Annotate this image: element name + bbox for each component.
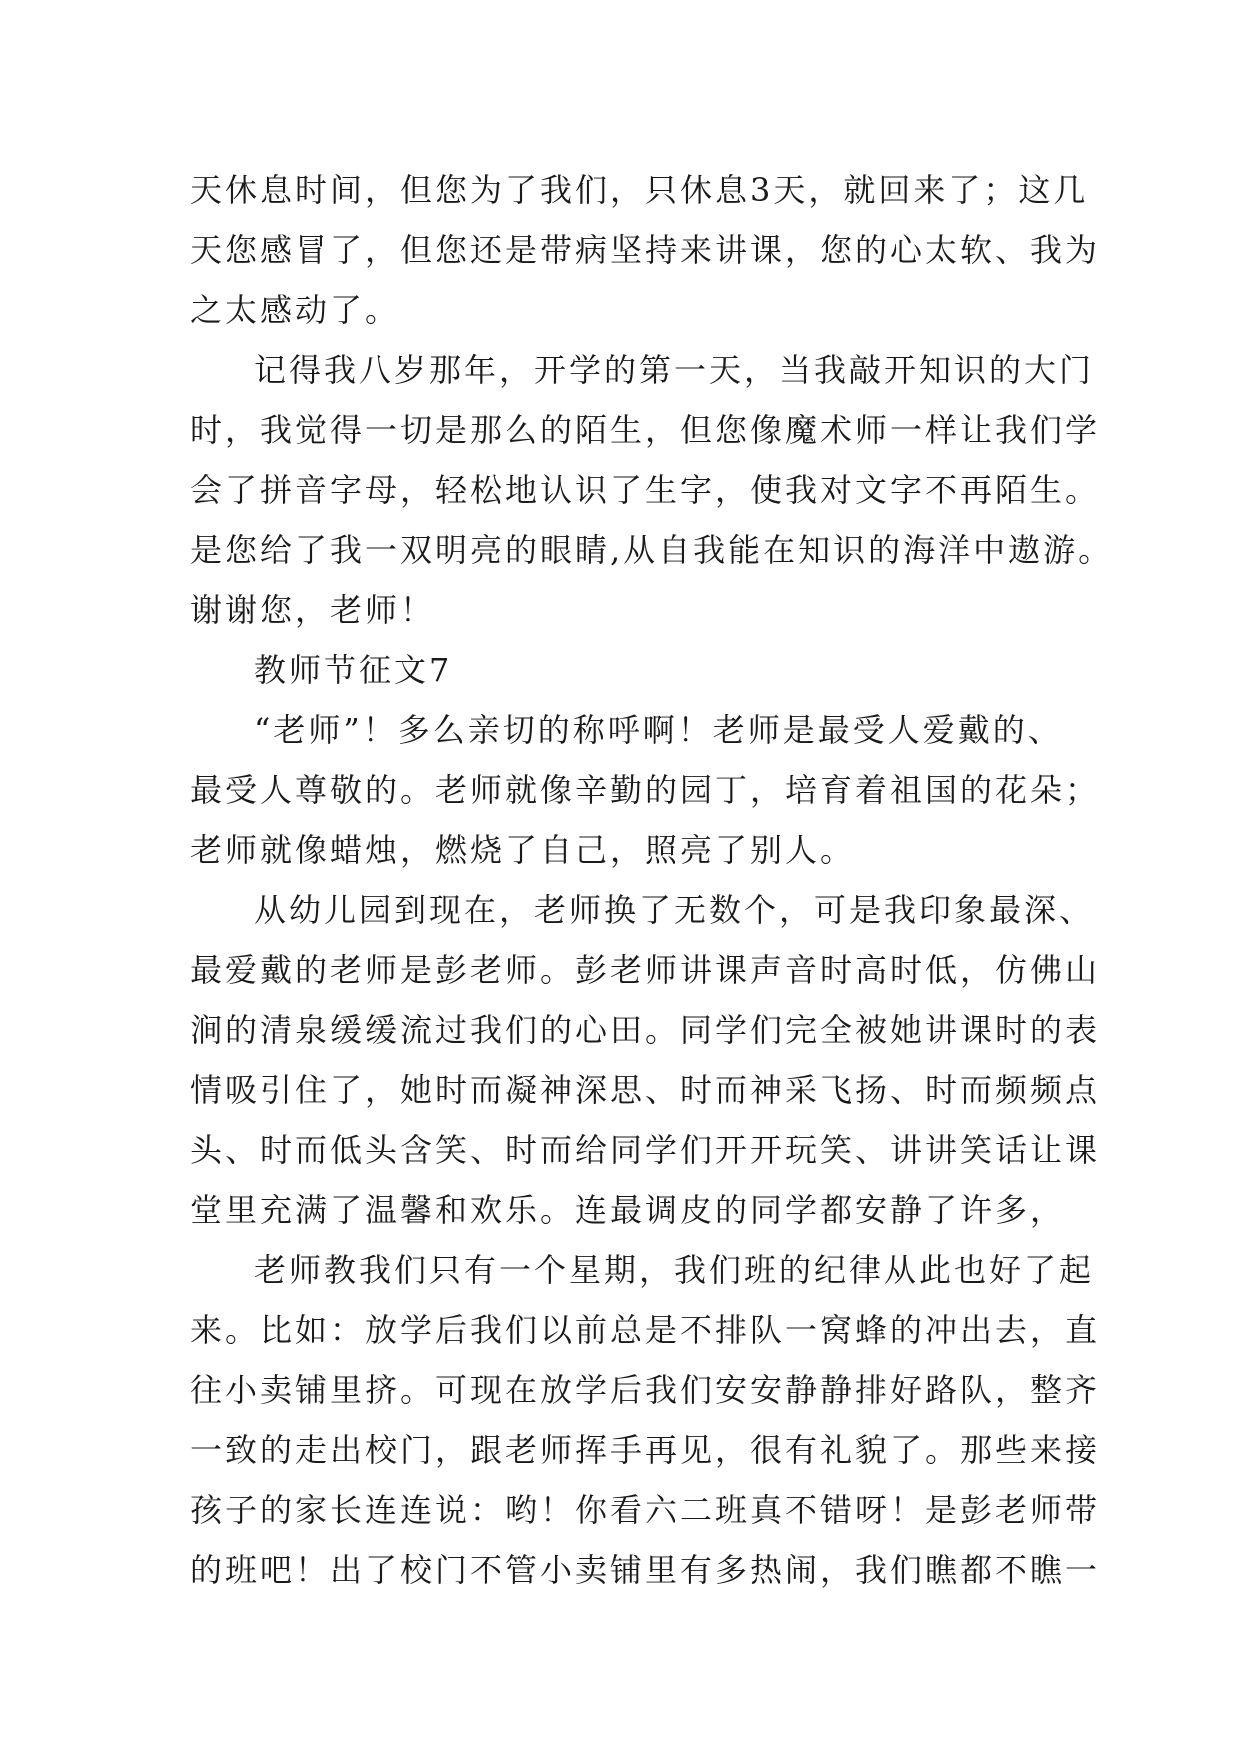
text-line-21: 往小卖铺里挤。可现在放学后我们安安静静排好路队，整齐 (190, 1371, 1101, 1409)
text-line-23: 孩子的家长连连说：哟！你看六二班真不错呀！是彭老师带 (190, 1491, 1101, 1529)
text-line-11: 最受人尊敬的。老师就像辛勤的园丁，培育着祖国的花朵； (190, 771, 1101, 809)
text-line-16: 情吸引住了，她时而凝神深思、时而神采飞扬、时而频频点 (190, 1071, 1101, 1109)
text-line-20: 来。比如：放学后我们以前总是不排队一窝蜂的冲出去，直 (190, 1311, 1101, 1349)
text-line-3: 之太感动了。 (190, 291, 401, 329)
text-line-13: 从幼儿园到现在，老师换了无数个，可是我印象最深、 (254, 891, 1095, 929)
text-line-18: 堂里充满了温馨和欢乐。连最调皮的同学都安静了许多， (190, 1191, 1066, 1229)
text-line-2: 天您感冒了，但您还是带病坚持来讲课，您的心太软、我为 (190, 231, 1101, 269)
text-line-14: 最爱戴的老师是彭老师。彭老师讲课声音时高时低，仿佛山 (190, 951, 1101, 989)
text-line-8: 谢谢您，老师！ (190, 591, 436, 629)
text-line-7: 是您给了我一双明亮的眼睛,从自我能在知识的海洋中遨游。 (190, 531, 1114, 569)
text-line-4: 记得我八岁那年，开学的第一天，当我敲开知识的大门 (254, 351, 1095, 389)
text-line-15: 涧的清泉缓缓流过我们的心田。同学们完全被她讲课时的表 (190, 1011, 1101, 1049)
text-line-6: 会了拼音字母，轻松地认识了生字，使我对文字不再陌生。 (190, 471, 1101, 509)
section-heading: 教师节征文7 (254, 651, 453, 689)
text-line-5: 时，我觉得一切是那么的陌生，但您像魔术师一样让我们学 (190, 411, 1101, 449)
text-line-17: 头、时而低头含笑、时而给同学们开开玩笑、讲讲笑话让课 (190, 1131, 1101, 1169)
text-line-10: “老师”！多么亲切的称呼啊！老师是最受人爱戴的、 (254, 711, 1063, 749)
body-text (190, 160, 1114, 1600)
text-line-1: 天休息时间，但您为了我们，只休息3天，就回来了；这几 (190, 171, 1089, 209)
text-line-24: 的班吧！出了校门不管小卖铺里有多热闹，我们瞧都不瞧一 (190, 1551, 1101, 1589)
text-line-12: 老师就像蜡烛，燃烧了自己，照亮了别人。 (190, 831, 856, 869)
text-line-19: 老师教我们只有一个星期，我们班的纪律从此也好了起 (254, 1251, 1095, 1289)
text-line-22: 一致的走出校门，跟老师挥手再见，很有礼貌了。那些来接 (190, 1431, 1101, 1469)
